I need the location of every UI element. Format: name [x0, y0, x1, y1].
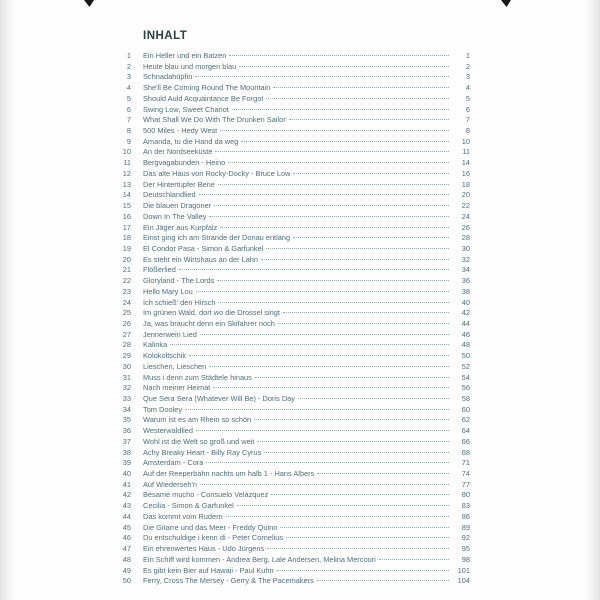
- toc-entry-number: 35: [122, 415, 131, 425]
- dot-leader: [218, 302, 449, 303]
- toc-row: [118, 480, 470, 491]
- toc-entry-number: 46: [122, 533, 131, 543]
- toc-row: [118, 265, 470, 276]
- toc-entry-number: 42: [122, 490, 131, 500]
- toc-entry-page: 46: [461, 329, 470, 339]
- toc-entry-number: 40: [122, 469, 131, 479]
- toc-row: [118, 276, 470, 287]
- toc-entry-page: 11: [462, 147, 470, 157]
- dot-leader: [185, 409, 449, 410]
- dot-leader: [218, 184, 449, 185]
- toc-entry-number: 50: [122, 576, 131, 586]
- toc-entry-page: 71: [461, 458, 470, 468]
- toc-entry-page: 52: [461, 361, 470, 371]
- dot-leader: [267, 548, 449, 549]
- toc-entry-number: 48: [122, 554, 131, 564]
- toc-entry-page: 36: [461, 276, 470, 286]
- toc-entry-number: 32: [122, 383, 131, 393]
- toc-entry-number: 49: [122, 565, 131, 575]
- dot-leader: [257, 441, 449, 442]
- toc-entry-title: Achy Breaky Heart - Billy Ray Cyrus: [143, 447, 262, 457]
- page-title: INHALT: [143, 30, 188, 42]
- dot-leader: [379, 559, 449, 560]
- dot-leader: [286, 537, 449, 538]
- toc-entry-page: 77: [461, 479, 470, 489]
- toc-entry-title: 500 Miles - Hedy West: [143, 126, 218, 136]
- toc-entry-title: Auf der Reeperbahn nachts um halb 1 - Hans Albers: [143, 469, 315, 479]
- toc-entry-page: 86: [461, 511, 470, 521]
- dot-leader: [200, 334, 449, 335]
- toc-entry-number: 2: [126, 61, 131, 71]
- toc-entry-page: 58: [461, 394, 470, 403]
- dot-leader: [239, 66, 449, 67]
- toc-entry-number: 36: [122, 426, 131, 436]
- toc-entry-number: 41: [122, 479, 131, 489]
- toc-entry-number: 47: [122, 544, 131, 554]
- toc-entry-page: 56: [461, 383, 470, 393]
- toc-row: [118, 544, 470, 555]
- toc-entry-number: 33: [122, 394, 131, 403]
- toc-entry-page: 66: [461, 436, 470, 446]
- toc-entry-title: Westerwaldlied: [143, 426, 193, 436]
- dot-leader: [261, 259, 449, 260]
- toc-row: [118, 566, 470, 577]
- toc-entry-page: 3: [465, 72, 470, 82]
- dot-leader: [254, 419, 449, 420]
- toc-row: [118, 169, 470, 180]
- dot-leader: [277, 570, 449, 571]
- toc-entry-page: 44: [461, 318, 470, 328]
- toc-entry-number: 26: [122, 318, 131, 328]
- toc-entry-number: 22: [122, 276, 131, 286]
- toc-entry-title: Es gibt kein Bier auf Hawaii - Paul Kuhn: [143, 565, 274, 575]
- toc-entry-title: What Shall We Do With The Drunken Sailor: [143, 115, 286, 125]
- toc-entry-number: 4: [126, 83, 131, 93]
- toc-entry-title: Ein Heller und ein Batzen: [143, 51, 227, 60]
- dot-leader: [195, 76, 449, 77]
- toc-entry-number: 39: [122, 458, 131, 468]
- toc-row: [118, 576, 470, 587]
- dot-leader: [266, 248, 449, 249]
- toc-entry-number: 37: [122, 436, 131, 446]
- toc-row: [118, 351, 470, 362]
- toc-entry-title: Que Sera Sera (Whatever Will Be) - Doris Day: [143, 394, 295, 403]
- toc-entry-number: 38: [122, 447, 131, 457]
- toc-row: [118, 533, 470, 544]
- toc-entry-page: 26: [461, 222, 470, 232]
- toc-entry-page: 48: [461, 340, 470, 350]
- toc-entry-number: 23: [122, 286, 131, 296]
- dot-leader: [206, 462, 449, 463]
- toc-entry-title: Ein ehrenwertes Haus - Udo Jürgens: [143, 544, 265, 554]
- toc-entry-number: 16: [122, 211, 131, 221]
- toc-entry-title: El Condor Pasa - Simon & Garfunkel: [143, 243, 264, 253]
- toc-row: [118, 126, 470, 137]
- toc-entry-page: 89: [461, 522, 470, 532]
- toc-entry-title: Schnadahüpfin: [143, 72, 193, 82]
- toc-entry-page: 54: [461, 372, 470, 382]
- dot-leader: [200, 484, 449, 485]
- toc-entry-title: Down In The Valley: [143, 211, 207, 221]
- toc-entry-page: 20: [461, 190, 470, 200]
- toc-entry-title: An der Nordseeküste: [143, 147, 213, 157]
- toc-entry-page: 18: [461, 179, 470, 189]
- toc-entry-title: Es steht ein Wirtshaus an der Lahn: [143, 254, 259, 264]
- dot-leader: [229, 55, 449, 56]
- dot-leader: [196, 430, 449, 431]
- toc-entry-title: Ein Jäger aus Kurpfalz: [143, 222, 218, 232]
- toc-entry-number: 13: [122, 179, 131, 189]
- toc-entry-number: 1: [126, 51, 131, 60]
- toc-entry-title: Jennerwein Lied: [143, 329, 197, 339]
- toc-entry-title: Kalinka: [143, 340, 168, 350]
- toc-row: [118, 137, 470, 148]
- dot-leader: [293, 173, 449, 174]
- dot-leader: [220, 227, 449, 228]
- toc-entry-title: Tom Dooley: [143, 404, 183, 414]
- toc-entry-number: 30: [122, 361, 131, 371]
- toc-entry-title: Cecilia - Simon & Garfunkel: [143, 501, 234, 511]
- toc-entry-title: Wohl ist die Welt so groß und weit: [143, 436, 255, 446]
- toc-entry-title: Gloryland - The Lords: [143, 276, 215, 286]
- dot-leader: [273, 87, 449, 88]
- toc-entry-number: 11: [123, 158, 131, 168]
- toc-entry-number: 34: [122, 404, 131, 414]
- toc-row: [118, 308, 470, 319]
- toc-entry-number: 17: [122, 222, 131, 232]
- toc-entry-title: Should Auld Acquaintance Be Forgot: [143, 93, 264, 103]
- toc-entry-page: 95: [461, 544, 470, 554]
- toc-entry-page: 2: [465, 61, 470, 71]
- toc-list: [118, 51, 470, 587]
- toc-row: [118, 147, 470, 158]
- toc-entry-number: 31: [122, 372, 131, 382]
- dot-leader: [293, 237, 449, 238]
- toc-row: [118, 437, 470, 448]
- toc-entry-page: 34: [461, 265, 470, 275]
- toc-entry-title: Lieschen, Lieschen: [143, 361, 207, 371]
- toc-entry-title: Amanda, tu die Hand da weg: [143, 136, 239, 146]
- toc-row: [118, 512, 470, 523]
- toc-entry-page: 64: [461, 426, 470, 436]
- toc-entry-title: Hello Mary Lou: [143, 286, 193, 296]
- toc-entry-title: Die Gitarre und das Meer - Freddy Quinn: [143, 522, 278, 532]
- toc-entry-page: 14: [461, 158, 470, 168]
- toc-row: [118, 158, 470, 169]
- dot-leader: [170, 344, 449, 345]
- toc-entry-number: 12: [122, 168, 131, 178]
- dot-leader: [189, 355, 449, 356]
- toc-row: [118, 490, 470, 501]
- toc-row: [118, 201, 470, 212]
- toc-entry-page: 42: [461, 308, 470, 318]
- toc-entry-page: 6: [465, 104, 470, 114]
- toc-entry-title: Das kommt vom Rudern: [143, 511, 223, 521]
- dot-leader: [266, 98, 449, 99]
- dot-leader: [264, 452, 449, 453]
- toc-entry-title: Ja, was braucht denn ein Skifahrer noch: [143, 318, 275, 328]
- toc-entry-number: 20: [122, 254, 131, 264]
- toc-entry-title: Amsterdam - Cora: [143, 458, 204, 468]
- toc-row: [118, 62, 470, 73]
- dot-leader: [214, 205, 449, 206]
- toc-entry-number: 28: [122, 340, 131, 350]
- dot-leader: [317, 580, 449, 581]
- toc-row: [118, 212, 470, 223]
- dot-leader: [220, 130, 449, 131]
- toc-entry-title: Bésame mucho - Consuelo Velázquez: [143, 490, 269, 500]
- toc-row: [118, 405, 470, 416]
- toc-entry-page: 50: [461, 351, 470, 361]
- dot-leader: [215, 151, 449, 152]
- toc-entry-title: Bergvagabunden - Heino: [143, 158, 226, 168]
- toc-entry-title: Einst ging ich am Strande der Donau entlang: [143, 233, 291, 243]
- toc-entry-title: Ferry, Cross The Mersey - Gerry & The Pacemakers: [143, 576, 314, 586]
- toc-entry-number: 19: [122, 243, 131, 253]
- toc-entry-number: 8: [126, 126, 131, 136]
- toc-entry-title: Im grünen Wald, dort wo die Drossel singt: [143, 308, 280, 318]
- toc-entry-page: 28: [461, 233, 470, 243]
- toc-row: [118, 426, 470, 437]
- page-edge-shadow-left: [0, 0, 14, 600]
- toc-entry-page: 24: [461, 211, 470, 221]
- toc-entry-page: 16: [461, 168, 470, 178]
- dot-leader: [213, 387, 449, 388]
- toc-entry-title: Nach meiner Heimat: [143, 383, 211, 393]
- toc-entry-title: Du entschuldige i kenn di - Peter Cornelius: [143, 533, 284, 543]
- toc-entry-title: She'll Be Coming Round The Mountain: [143, 83, 271, 93]
- dot-leader: [196, 291, 449, 292]
- dot-leader: [255, 377, 449, 378]
- toc-entry-title: Ich schieß' den Hirsch: [143, 297, 216, 307]
- toc-content: [118, 30, 470, 587]
- toc-row: [118, 223, 470, 234]
- toc-row: [118, 180, 470, 191]
- dot-leader: [226, 516, 449, 517]
- toc-entry-number: 15: [122, 201, 131, 211]
- dot-leader: [228, 162, 449, 163]
- toc-row: [118, 330, 470, 341]
- dot-leader: [199, 194, 449, 195]
- toc-entry-title: Kolokoltschik: [143, 351, 187, 361]
- toc-entry-page: 60: [461, 404, 470, 414]
- toc-entry-page: 40: [461, 297, 470, 307]
- toc-entry-title: Deutschlandlied: [143, 190, 196, 200]
- toc-entry-number: 21: [122, 265, 131, 275]
- toc-entry-number: 29: [122, 351, 131, 361]
- toc-entry-page: 4: [465, 83, 470, 93]
- toc-entry-page: 8: [465, 126, 470, 136]
- toc-row: [118, 287, 470, 298]
- toc-entry-title: Das alte Haus von Rocky-Docky - Bruce Low: [143, 168, 291, 178]
- toc-row: [118, 362, 470, 373]
- toc-row: [118, 72, 470, 83]
- dot-leader: [280, 527, 449, 528]
- toc-entry-number: 9: [126, 136, 131, 146]
- toc-entry-page: 62: [461, 415, 470, 425]
- toc-entry-title: Ein Schiff wird kommen - Andrea Berg, Lale Andersen, Melina Mercouri: [143, 554, 376, 564]
- toc-entry-number: 18: [122, 233, 131, 243]
- toc-entry-number: 7: [126, 115, 131, 125]
- toc-row: [118, 83, 470, 94]
- toc-entry-page: 22: [461, 201, 470, 211]
- dot-leader: [289, 119, 449, 120]
- toc-row: [118, 105, 470, 116]
- toc-entry-title: Die blauen Dragoner: [143, 201, 212, 211]
- toc-entry-title: Muss i denn zum Städtele hinaus: [143, 372, 252, 382]
- photo-corner-mark-left: [84, 0, 94, 7]
- toc-row: [118, 373, 470, 384]
- toc-entry-title: Heute blau und morgen blau: [143, 61, 237, 71]
- toc-row: [118, 244, 470, 255]
- toc-row: [118, 458, 470, 469]
- toc-row: [118, 298, 470, 309]
- toc-row: [118, 469, 470, 480]
- toc-entry-title: Auf Wiederseh'n: [143, 479, 197, 489]
- toc-entry-number: 27: [122, 329, 131, 339]
- dot-leader: [217, 280, 449, 281]
- toc-entry-title: Der Hintertupfer Bene: [143, 179, 215, 189]
- toc-entry-page: 104: [457, 576, 470, 586]
- toc-entry-number: 5: [126, 93, 131, 103]
- toc-row: [118, 255, 470, 266]
- toc-entry-page: 7: [465, 115, 470, 125]
- dot-leader: [179, 269, 449, 270]
- toc-row: [118, 383, 470, 394]
- dot-leader: [271, 494, 449, 495]
- dot-leader: [298, 398, 449, 399]
- photo-corner-mark-right: [501, 0, 511, 7]
- toc-entry-number: 25: [122, 308, 131, 318]
- toc-row: [118, 523, 470, 534]
- toc-entry-title: Swing Low, Sweet Chariot: [143, 104, 229, 114]
- toc-entry-page: 92: [461, 533, 470, 543]
- toc-entry-page: 80: [461, 490, 470, 500]
- toc-entry-number: 45: [122, 522, 131, 532]
- toc-entry-number: 43: [122, 501, 131, 511]
- toc-row: [118, 51, 470, 62]
- toc-entry-number: 10: [122, 147, 131, 157]
- dot-leader: [232, 109, 449, 110]
- toc-entry-page: 74: [461, 469, 470, 479]
- toc-entry-title: Flößerlied: [143, 265, 176, 275]
- toc-row: [118, 501, 470, 512]
- toc-entry-page: 1: [465, 51, 470, 60]
- toc-row: [118, 555, 470, 566]
- toc-entry-page: 10: [461, 136, 470, 146]
- toc-row: [118, 190, 470, 201]
- toc-entry-page: 83: [461, 501, 470, 511]
- toc-entry-page: 5: [465, 93, 470, 103]
- dot-leader: [317, 473, 449, 474]
- toc-entry-page: 30: [461, 243, 470, 253]
- toc-entry-number: 14: [122, 190, 131, 200]
- toc-row: [118, 94, 470, 105]
- toc-entry-number: 44: [122, 511, 131, 521]
- page-edge-shadow-right: [586, 0, 600, 600]
- toc-entry-number: 6: [126, 104, 131, 114]
- toc-entry-page: 101: [457, 565, 470, 575]
- toc-entry-page: 38: [461, 286, 470, 296]
- dot-leader: [283, 312, 449, 313]
- dot-leader: [241, 141, 449, 142]
- toc-entry-number: 24: [122, 297, 131, 307]
- toc-row: [118, 415, 470, 426]
- toc-entry-title: Warum ist es am Rhein so schön: [143, 415, 252, 425]
- toc-row: [118, 448, 470, 459]
- toc-entry-page: 32: [461, 254, 470, 264]
- toc-entry-number: 3: [126, 72, 131, 82]
- toc-entry-page: 68: [461, 447, 470, 457]
- toc-row: [118, 394, 470, 405]
- toc-row: [118, 340, 470, 351]
- toc-row: [118, 319, 470, 330]
- toc-row: [118, 115, 470, 126]
- dot-leader: [278, 323, 449, 324]
- dot-leader: [209, 366, 449, 367]
- toc-entry-page: 98: [461, 554, 470, 564]
- dot-leader: [237, 505, 449, 506]
- dot-leader: [209, 216, 449, 217]
- toc-row: [118, 233, 470, 244]
